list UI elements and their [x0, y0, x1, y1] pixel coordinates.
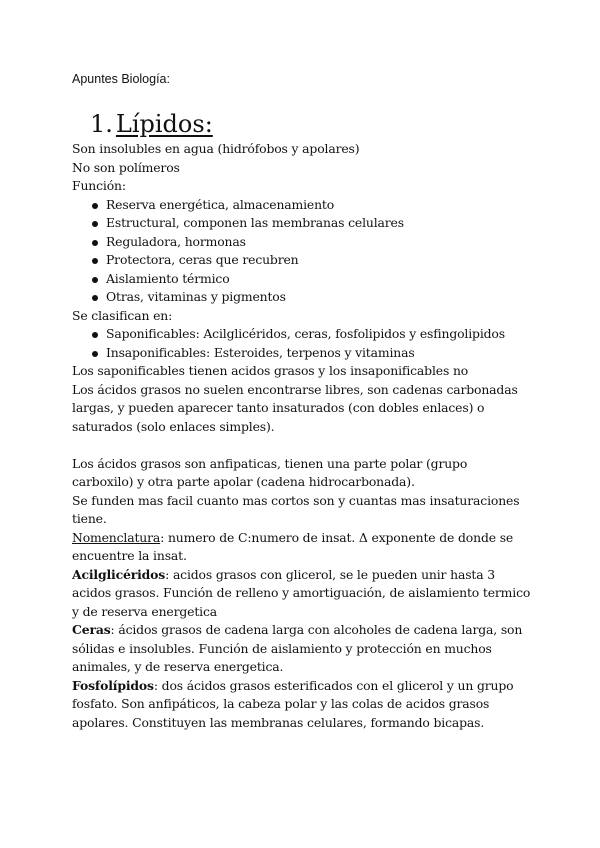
document-title: Apuntes Biología:: [72, 72, 170, 86]
classify-intro: Se clasifican en:: [72, 307, 173, 323]
paragraph-amphipathic: Los ácidos grasos son anfipaticas, tienen una parte polar (grupo carboxilo) y otra parte apolar (cadena hidrocarbonada).: [72, 455, 468, 489]
section-title: Lípidos:: [115, 110, 213, 138]
paragraph-melting: Se funden mas facil cuanto mas cortos son y cuantas mas insaturaciones tiene.: [72, 492, 520, 526]
list-item: Aislamiento térmico: [92, 270, 532, 289]
section-number: 1.: [90, 110, 113, 138]
list-item: Saponificables: Acilglicéridos, ceras, fosfolipidos y esfingolipidos: [92, 325, 532, 344]
nomenclature-label: Nomenclatura: [72, 529, 161, 545]
nomenclature-paragraph: [72, 529, 532, 566]
definition-term: Acilglicéridos: [72, 566, 166, 582]
classes-list: [72, 325, 532, 362]
list-item: Protectora, ceras que recubren: [92, 251, 532, 270]
intro-line: Función:: [72, 178, 126, 193]
list-item: Estructural, componen las membranas celulares: [92, 214, 532, 233]
list-item: Reserva energética, almacenamiento: [92, 196, 532, 215]
definition-acilgliceridos: [72, 566, 532, 622]
definition-text: : dos ácidos grasos esterificados con el glicerol y un grupo fosfato. Son anfipáticos, la cabeza polar y las colas de acidos grasos apolares. Constituyen las membranas celulares, formando bicapas.: [72, 677, 514, 730]
blank-line: [72, 436, 532, 455]
intro-line: Son insolubles en agua (hidrófobos y apolares): [72, 141, 360, 156]
section-heading: [90, 108, 213, 140]
functions-list: [72, 196, 532, 307]
definition-term: Fosfolípidos: [72, 677, 154, 693]
paragraph-saponifiable: Los saponificables tienen acidos grasos y los insaponificables no: [72, 363, 469, 378]
paragraph-fatty-acids: Los ácidos grasos no suelen encontrarse libres, son cadenas carbonadas largas, y pueden aparecer tanto insaturados (con dobles enlaces) o saturados (solo enlaces simples).: [72, 381, 518, 434]
definition-text: : ácidos grasos de cadena larga con alcoholes de cadena larga, son sólidas e insolubles. Función de aislamiento y protección en muchos animales, y de reserva energetica.: [72, 622, 523, 674]
definition-term: Ceras: [72, 622, 111, 637]
list-item: Otras, vitaminas y pigmentos: [92, 288, 532, 307]
definition-ceras: [72, 621, 532, 677]
document-body: [72, 140, 532, 732]
list-item: Insaponificables: Esteroides, terpenos y vitaminas: [92, 344, 532, 363]
intro-line: No son polímeros: [72, 159, 180, 175]
nomenclature-text: : numero de C:numero de insat. Δ exponente de donde se encuentre la insat.: [72, 529, 514, 563]
list-item: Reguladora, hormonas: [92, 233, 532, 252]
definition-text: : acidos grasos con glicerol, se le pueden unir hasta 3 acidos grasos. Función de relleno y amortiguación, de aislamiento termico y de reserva energetica: [72, 566, 531, 619]
definition-fosfolipidos: [72, 677, 532, 733]
